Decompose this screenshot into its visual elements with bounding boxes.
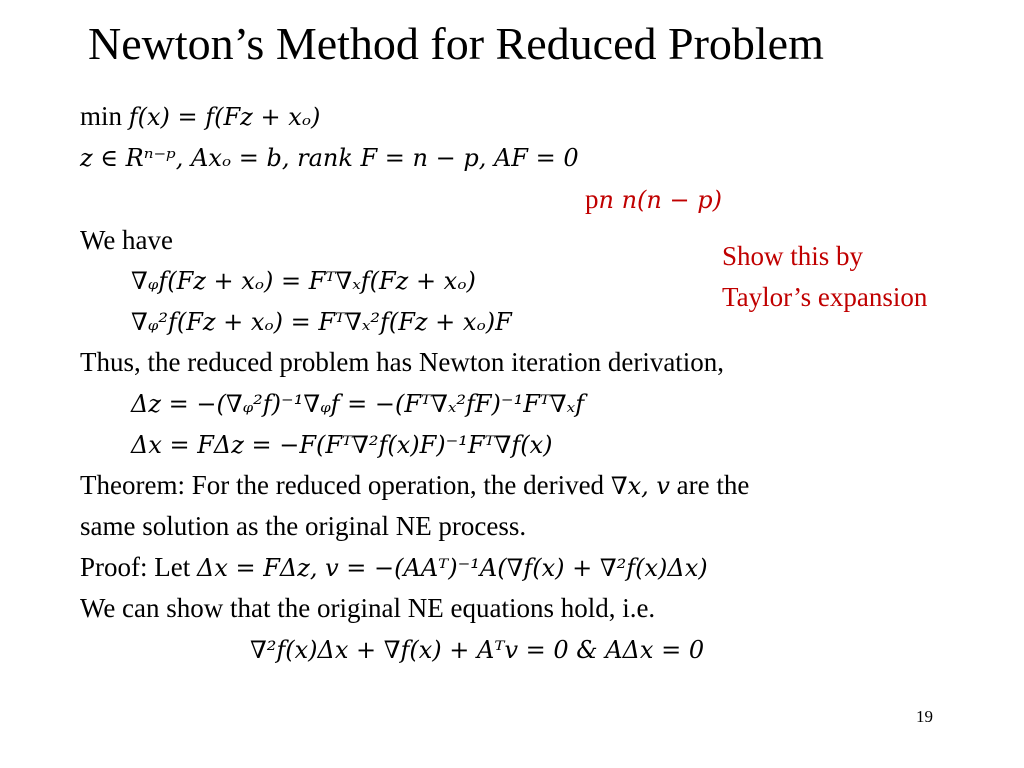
ne-equations-line: [250, 631, 704, 668]
show-line: [80, 590, 655, 626]
dimension-formula: 𝑛 𝑛(𝑛 − 𝑝): [598, 186, 722, 214]
min-label: min: [80, 101, 123, 131]
constraint-line: [80, 139, 579, 176]
taylor-note: [722, 236, 927, 318]
thus-line: [80, 344, 724, 380]
constraint-formula: 𝑧 ∈ 𝑅ⁿ⁻ᵖ, 𝐴𝑥ₒ = 𝑏, 𝑟𝑎𝑛𝑘 𝐹 = 𝑛 − 𝑝, 𝐴𝐹 = 0: [80, 144, 579, 172]
delta-z-line: [131, 385, 584, 422]
ne-equations-formula: ∇²𝑓(𝑥)Δ𝑥 + ∇𝑓(𝑥) + 𝐴ᵀ𝑣 = 0 & 𝐴Δ𝑥 = 0: [250, 636, 705, 664]
delta-x-line: [131, 426, 553, 463]
proof-formula: Δ𝑥 = 𝐹Δ𝑧, 𝑣 = −(𝐴𝐴ᵀ)⁻¹𝐴(∇𝑓(𝑥) + ∇²𝑓(𝑥)Δ𝑥): [196, 554, 708, 582]
proof-text: Proof: Let: [80, 552, 191, 582]
objective-line: [80, 98, 320, 135]
theorem-formula: ∇𝑥, 𝑣: [610, 472, 670, 500]
dimension-annotation: [585, 181, 722, 218]
theorem-text: Theorem: For the reduced operation, the derived: [80, 470, 605, 500]
hessian-formula: ∇ᵩ²𝑓(𝐹𝑧 + 𝑥ₒ) = 𝐹ᵀ∇ₓ²𝑓(𝐹𝑧 + 𝑥ₒ)𝐹: [131, 308, 512, 336]
hessian-line: [131, 303, 512, 340]
gradient-line: [131, 262, 476, 299]
delta-x-formula: Δ𝑥 = 𝐹Δ𝑧 = −𝐹(𝐹ᵀ∇²𝑓(𝑥)𝐹)⁻¹𝐹ᵀ∇𝑓(𝑥): [131, 431, 553, 459]
we-have-line: [80, 222, 173, 258]
taylor-note-line-1: Show this by: [722, 241, 864, 271]
proof-line: [80, 549, 708, 586]
theorem-continued-text: same solution as the original NE process.: [80, 511, 527, 541]
page-number: 19: [916, 707, 933, 726]
theorem-continued-line: [80, 508, 526, 544]
dimension-p: p: [585, 184, 599, 214]
slide-title: Newton’s Method for Reduced Problem: [88, 18, 824, 69]
thus-text: Thus, the reduced problem has Newton iteration derivation,: [80, 347, 725, 377]
delta-z-formula: Δ𝑧 = −(∇ᵩ²𝑓)⁻¹∇ᵩ𝑓 = −(𝐹ᵀ∇ₓ²𝑓𝐹)⁻¹𝐹ᵀ∇ₓ𝑓: [131, 390, 585, 418]
taylor-note-line-2: Taylor’s expansion: [722, 282, 928, 312]
theorem-text-end: are the: [676, 470, 750, 500]
theorem-line: [80, 467, 749, 504]
gradient-formula: ∇ᵩ𝑓(𝐹𝑧 + 𝑥ₒ) = 𝐹ᵀ∇ₓ𝑓(𝐹𝑧 + 𝑥ₒ): [131, 267, 476, 295]
show-text: We can show that the original NE equations hold, i.e.: [80, 593, 656, 623]
we-have-text: We have: [80, 225, 174, 255]
objective-formula: 𝑓(𝑥) = 𝑓(𝐹𝑧 + 𝑥ₒ): [128, 103, 321, 131]
